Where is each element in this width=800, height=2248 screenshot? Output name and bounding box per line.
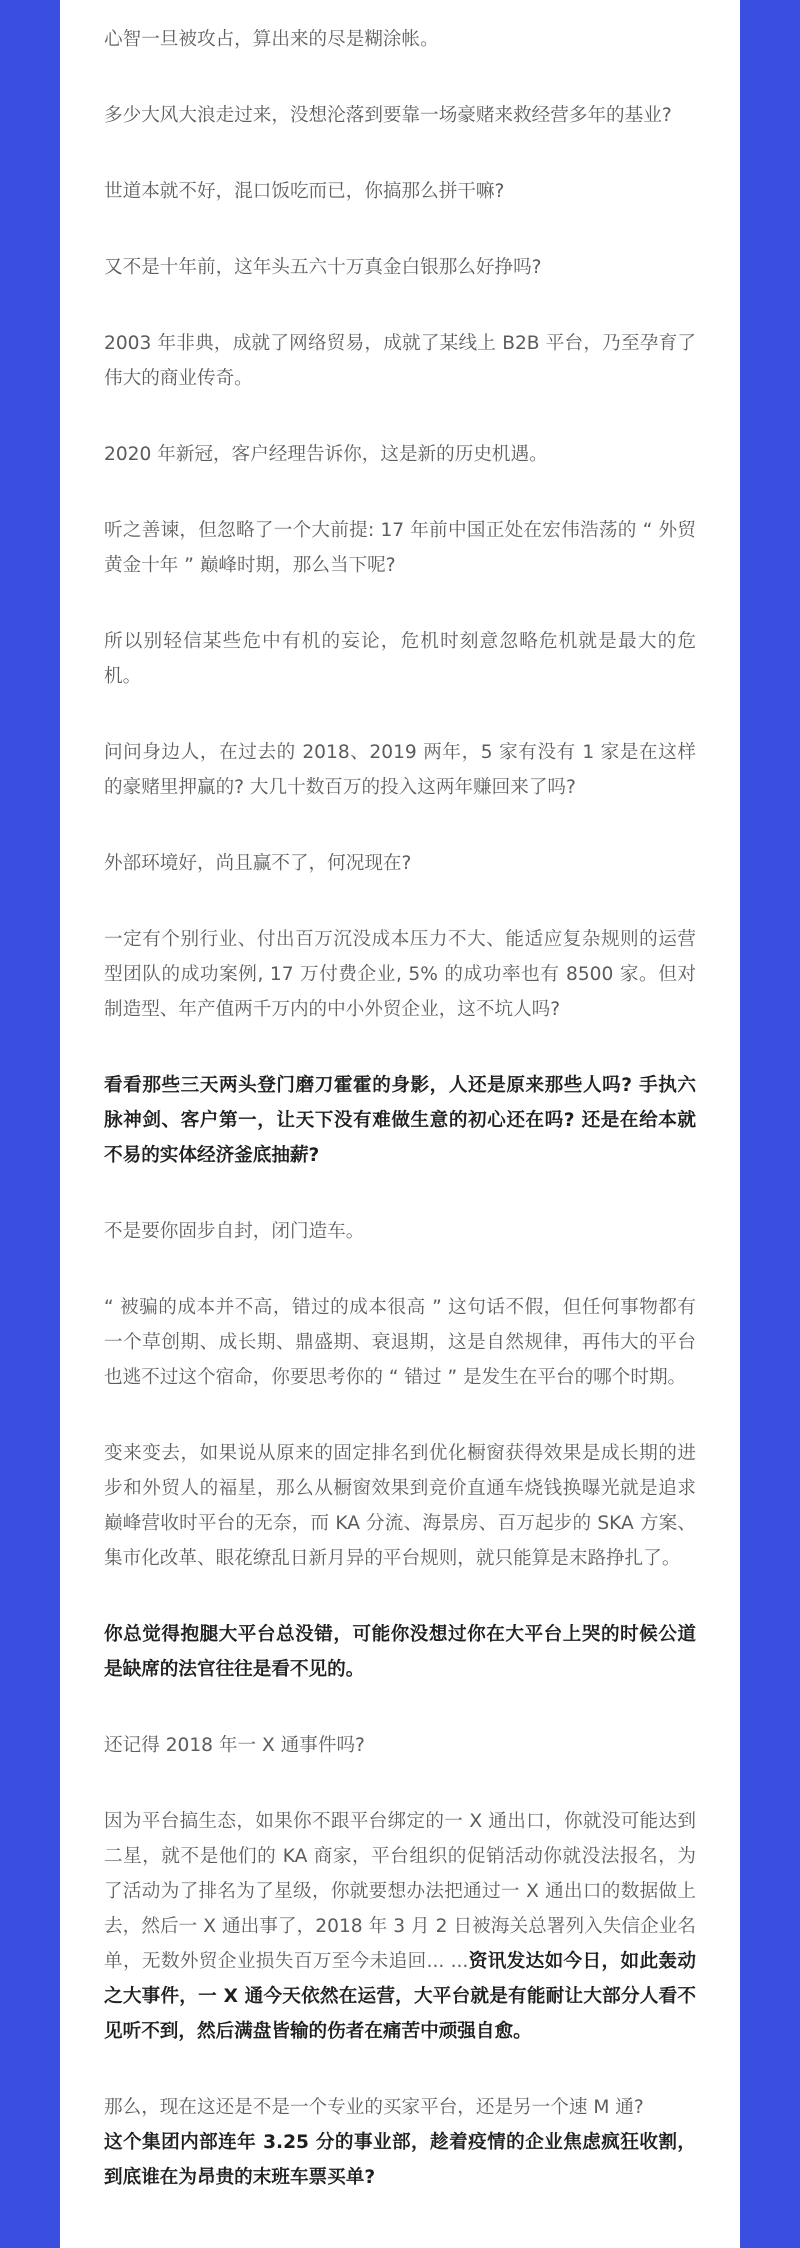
paragraph: 不是要你固步自封，闭门造车。 — [104, 1221, 365, 1242]
paragraph: 又不是十年前，这年头五六十万真金白银那么好挣吗? — [104, 257, 542, 278]
paragraph: 世道本就不好，混口饭吃而已，你搞那么拼干嘛? — [104, 181, 505, 202]
paragraph: 外部环境好，尚且赢不了，何况现在? — [104, 853, 412, 874]
bold-paragraph: 你总觉得抱腿大平台总没错，可能你没想过你在大平台上哭的时候公道是缺席的法官往往是看不见的。 — [104, 1624, 696, 1680]
article-page — [60, 0, 740, 2248]
bold-text: 这个集团内部连年 3.25 分的事业部，趁着疫情的企业焦虑疯狂收割，到底谁在为昂贵的末班车票买单? — [104, 2132, 696, 2188]
bold-paragraph: 看看那些三天两头登门磨刀霍霍的身影，人还是原来那些人吗? 手执六脉神剑、客户第一，让天下没有难做生意的初心还在吗? 还是在给本就不易的实体经济釜底抽薪? — [104, 1075, 696, 1166]
paragraph: 一定有个别行业、付出百万沉没成本压力不大、能适应复杂规则的运营型团队的成功案例, 17 万付费企业, 5% 的成功率也有 8500 家。但对制造型、年产值两千万内的中小外贸企业，这不坑人吗? — [104, 929, 696, 1020]
paragraph: 多少大风大浪走过来，没想沦落到要靠一场豪赌来救经营多年的基业? — [104, 105, 672, 126]
bold-text: 资讯发达如今日，如此轰动之大事件，一 X 通今天依然在运营，大平台就是有能耐让大部分人看不见听不到，然后满盘皆输的伤者在痛苦中顽强自愈。 — [104, 1951, 696, 2042]
paragraph: 问问身边人，在过去的 2018、2019 两年，5 家有没有 1 家是在这样的豪赌里押赢的? 大几十数百万的投入这两年赚回来了吗? — [104, 742, 696, 798]
article-body — [104, 22, 696, 2236]
paragraph-text: 因为平台搞生态，如果你不跟平台绑定的一 X 通出口，你就没可能达到二星，就不是他们的 KA 商家，平台组织的促销活动你就没法报名，为了活动为了排名为了星级，你就要想办法把通过一 X 通出口的数据做上去，然后一 X 通出事了，2018 年 3 月 2 日被海关总署列入失信企业名单，无数外贸企业损失百万至今未追回... ... — [104, 1811, 696, 1972]
paragraph-text: 那么，现在这还是不是一个专业的买家平台，还是另一个速 M 通? — [104, 2097, 644, 2118]
paragraph — [104, 1804, 696, 2049]
paragraph: 心智一旦被攻占，算出来的尽是糊涂帐。 — [104, 29, 439, 50]
paragraph — [104, 2090, 696, 2195]
paragraph: 还记得 2018 年一 X 通事件吗? — [104, 1735, 365, 1756]
paragraph: 所以别轻信某些危中有机的妄论，危机时刻意忽略危机就是最大的危机。 — [104, 631, 696, 687]
paragraph: 听之善谏，但忽略了一个大前提: 17 年前中国正处在宏伟浩荡的 “ 外贸黄金十年 ” 巅峰时期，那么当下呢? — [104, 520, 696, 576]
paragraph: 变来变去，如果说从原来的固定排名到优化橱窗获得效果是成长期的进步和外贸人的福星，那么从橱窗效果到竞价直通车烧钱换曝光就是追求巅峰营收时平台的无奈，而 KA 分流、海景房、百万起步的 SKA 方案、集市化改革、眼花缭乱日新月异的平台规则，就只能算是末路挣扎了。 — [104, 1443, 696, 1569]
paragraph: 2020 年新冠，客户经理告诉你，这是新的历史机遇。 — [104, 444, 548, 465]
paragraph: 2003 年非典，成就了网络贸易，成就了某线上 B2B 平台，乃至孕育了伟大的商业传奇。 — [104, 333, 696, 389]
paragraph: “ 被骗的成本并不高，错过的成本很高 ” 这句话不假，但任何事物都有一个草创期、成长期、鼎盛期、衰退期，这是自然规律，再伟大的平台也逃不过这个宿命，你要思考你的 “ 错过 ” 是发生在平台的哪个时期。 — [104, 1297, 696, 1388]
